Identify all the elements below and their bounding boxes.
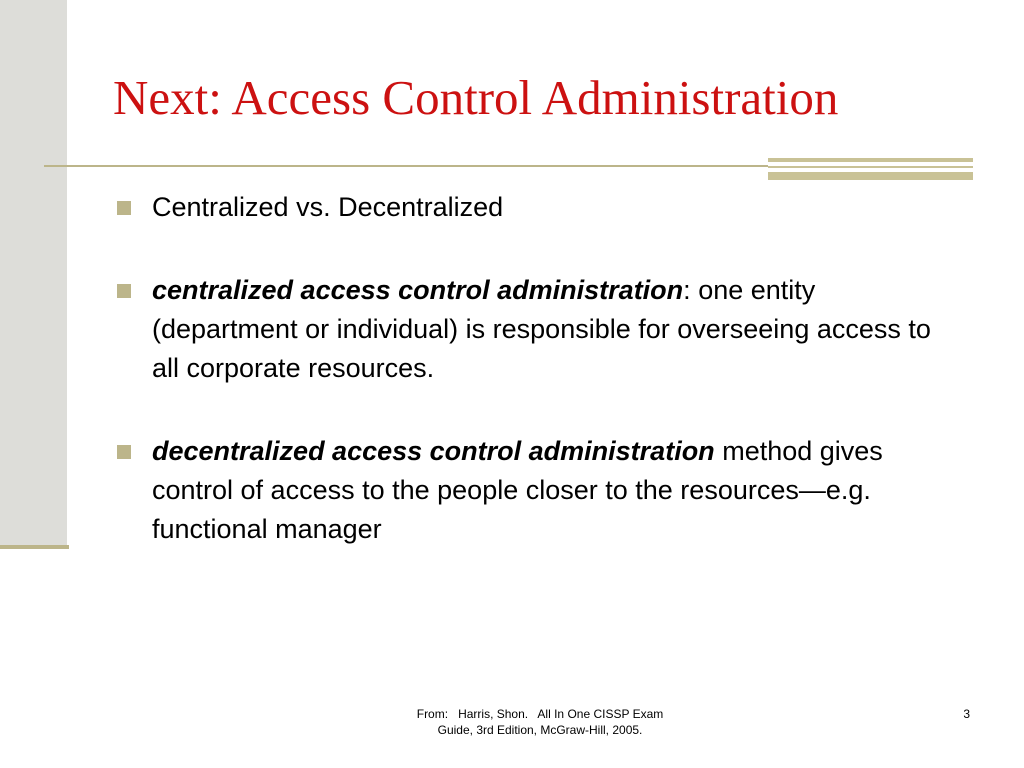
bullet-term: decentralized access control administration — [152, 436, 715, 466]
footer-source-line1: From: Harris, Shon. All In One CISSP Exam — [416, 707, 664, 721]
corner-stripe — [768, 172, 973, 180]
bullet-term: centralized access control administration — [152, 275, 684, 305]
bullet-item — [117, 271, 937, 388]
page-number: 3 — [963, 707, 970, 721]
square-bullet-icon — [117, 201, 131, 215]
square-bullet-icon — [117, 284, 131, 298]
square-bullet-icon — [117, 445, 131, 459]
slide-title: Next: Access Control Administration — [113, 70, 839, 125]
bullet-item — [117, 432, 937, 549]
corner-stripes — [768, 158, 973, 180]
bullet-text: Centralized vs. Decentralized — [152, 192, 504, 222]
corner-stripe — [768, 158, 973, 162]
corner-stripe — [768, 166, 973, 168]
bullet-list — [117, 188, 937, 549]
bullet-item — [117, 188, 937, 227]
left-decorative-panel — [0, 0, 67, 545]
footer-source-line2: Guide, 3rd Edition, McGraw-Hill, 2005. — [437, 723, 643, 737]
footer-source-citation — [380, 706, 700, 738]
bullet-text: method gives control of access to the people closer to the resources—e.g. functional manager — [152, 436, 883, 544]
title-divider — [44, 165, 768, 167]
bullet-text: one entity (department or individual) is responsible for overseeing access to all corporate resources. — [152, 275, 931, 383]
bullet-separator: : — [683, 275, 699, 305]
left-panel-border — [0, 545, 69, 549]
